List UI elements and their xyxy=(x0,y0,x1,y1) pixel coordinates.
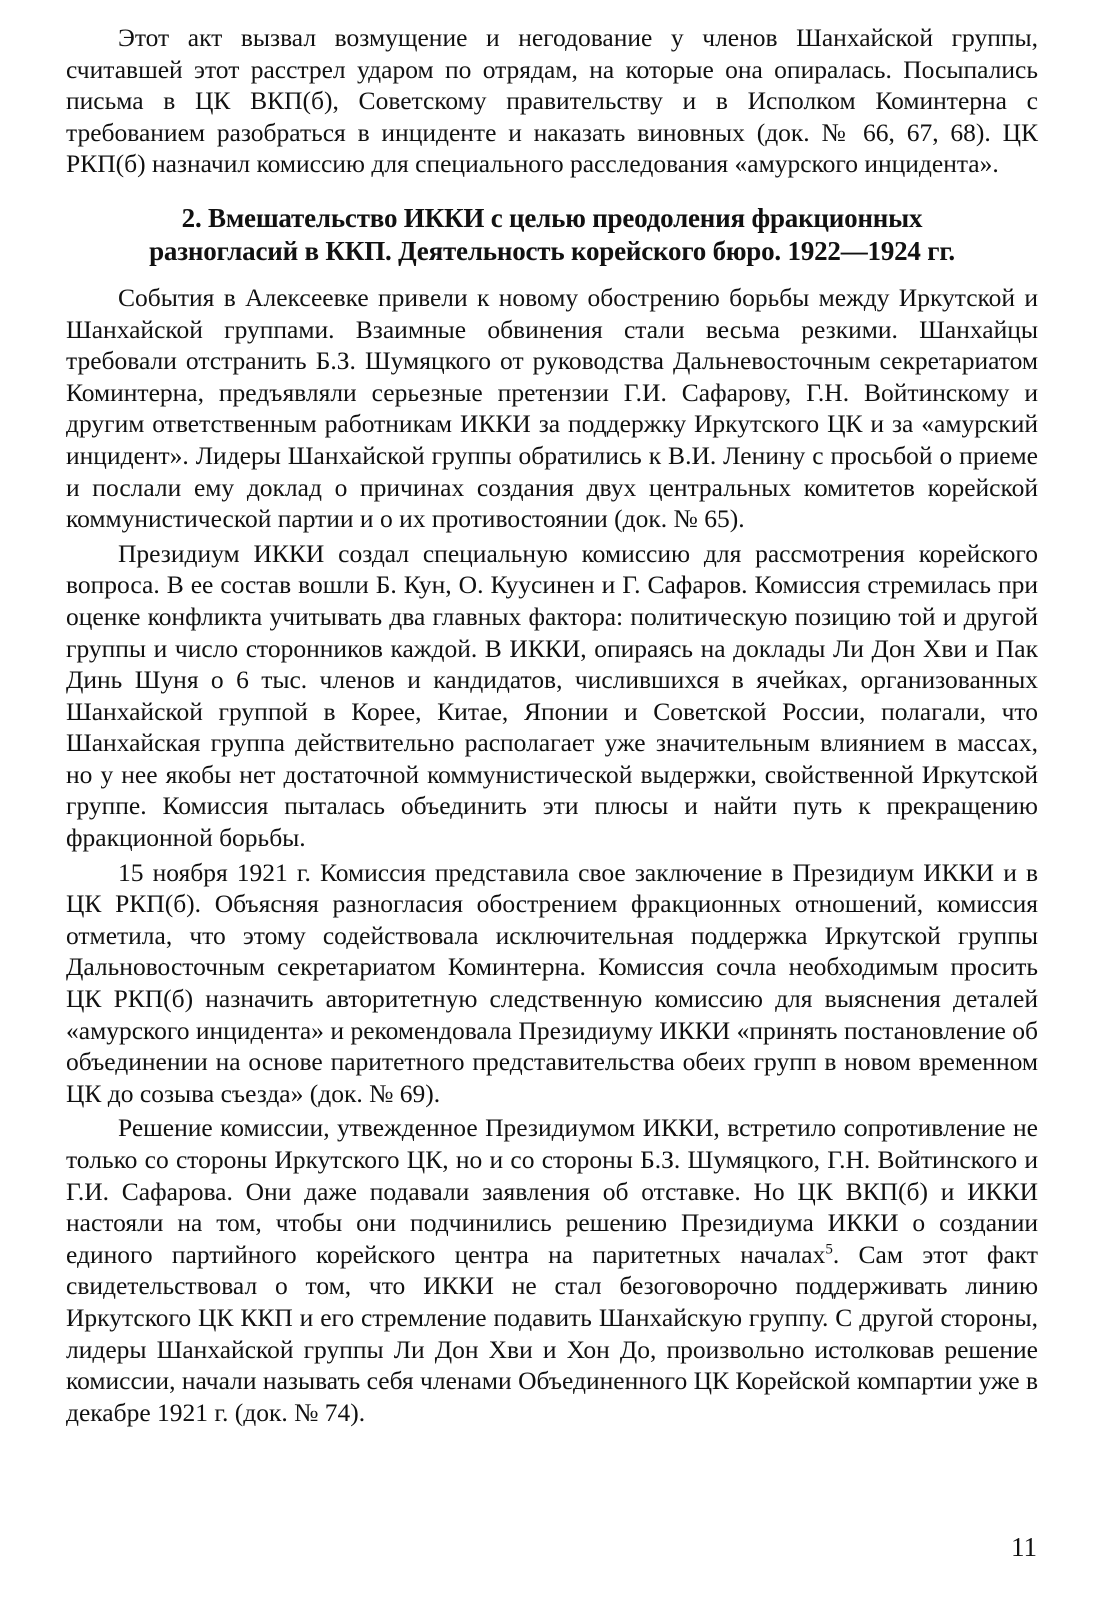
page-number: 11 xyxy=(1011,1532,1037,1562)
footnote-marker: 5 xyxy=(825,1241,833,1258)
page-body xyxy=(66,22,1038,1428)
paragraph-intro: Этот акт вызвал возмущение и негодование у членов Шанхайской группы, считавшей этот расстрел ударом по отрядам, на которые она опиралась. Посыпались письма в ЦК ВКП(б), Советскому правительству и в Исполком Коминтерна с требованием разобраться в инциденте и наказать виновных (док. № 66, 67, 68). ЦК РКП(б) назначил комиссию для специального расследования «амурского инцидента». xyxy=(66,23,1038,179)
paragraph-conclusion: 15 ноября 1921 г. Комиссия представила свое заключение в Президиум ИККИ и в ЦК РКП(б). Объясняя разногласия обострением фракционных отношений, комиссия отметила, что этому содействовала исключительная поддержка Иркутской группы Дальновосточным секретариатом Коминтерна. Комиссия сочла необходимым просить ЦК РКП(б) назначить авторитетную следственную комиссию для выяснения деталей «амурского инцидента» и рекомендовала Президиуму ИККИ «принять постановление об объединении на основе паритетного представительства обеих групп в новом временном ЦК до созыва съезда» (док. № 69). xyxy=(66,857,1038,1108)
section-heading-line-2: разногласий в ККП. Деятельность корейского бюро. 1922—1924 гг. xyxy=(149,235,955,266)
paragraph-events: События в Алексеевке привели к новому обострению борьбы между Иркутской и Шанхайской группами. Взаимные обвинения стали весьма резкими. Шанхайцы требовали отстранить Б.З. Шумяцкого от руководства Дальневосточным секретариатом Коминтерна, предъявляли серьезные претензии Г.И. Сафарову, Г.Н. Войтинскому и другим ответственным работникам ИККИ за поддержку Иркутского ЦК и за «амурский инцидент». Лидеры Шанхайской группы обратились к В.И. Ленину с просьбой о приеме и послали ему доклад о причинах создания двух центральных комитетов корейской коммунистической партии и о их противостоянии (док. № 65). xyxy=(66,282,1038,534)
section-heading-line-1: 2. Вмешательство ИККИ с целью преодоления фракционных xyxy=(181,202,923,233)
paragraph-decision-continuation: . Сам этот факт свидетельствовал о том, что ИККИ не стал безоговорочно поддерживать линию Иркутского ЦК ККП и его стремление подавить Шанхайскую группу. С другой стороны, лидеры Шанхайской группы Ли Дон Хви и Хон До, произвольно истолковав решение комиссии, начали называть себя членами Объединенного ЦК Корейской компартии уже в декабре 1921 г. (док. № 74). xyxy=(66,1239,1038,1427)
paragraph-decision xyxy=(66,1112,1038,1428)
paragraph-commission: Президиум ИККИ создал специальную комиссию для рассмотрения корейского вопроса. В ее состав вошли Б. Кун, О. Куусинен и Г. Сафаров. Комиссия стремилась при оценке конфликта учитывать два главных фактора: политическую позицию той и другой группы и число сторонников каждой. В ИККИ, опираясь на доклады Ли Дон Хви и Пак Динь Шуня о 6 тыс. членов и кандидатов, числившихся в ячейках, организованных Шанхайской группой в Корее, Китае, Японии и Советской России, полагали, что Шанхайская группа действительно располагает уже значительным влиянием в массах, но у нее якобы нет достаточной коммунистической выдержки, свойственной Иркутской группе. Комиссия пыталась объединить эти плюсы и найти путь к прекращению фракционной борьбы. xyxy=(66,538,1038,853)
section-heading xyxy=(66,202,1038,268)
paragraph-decision-text: Решение комиссии, утвежденное Президиумом ИККИ, встретило сопротивление не только со стороны Иркутского ЦК, но и со стороны Б.З. Шумяцкого, Г.Н. Войтинского и Г.И. Сафарова. Они даже подавали заявления об отставке. Но ЦК ВКП(б) и ИККИ настояли на том, чтобы они подчинились решению Президиума ИККИ о создании единого партийного корейского центра на паритетных началах xyxy=(66,1113,1038,1269)
